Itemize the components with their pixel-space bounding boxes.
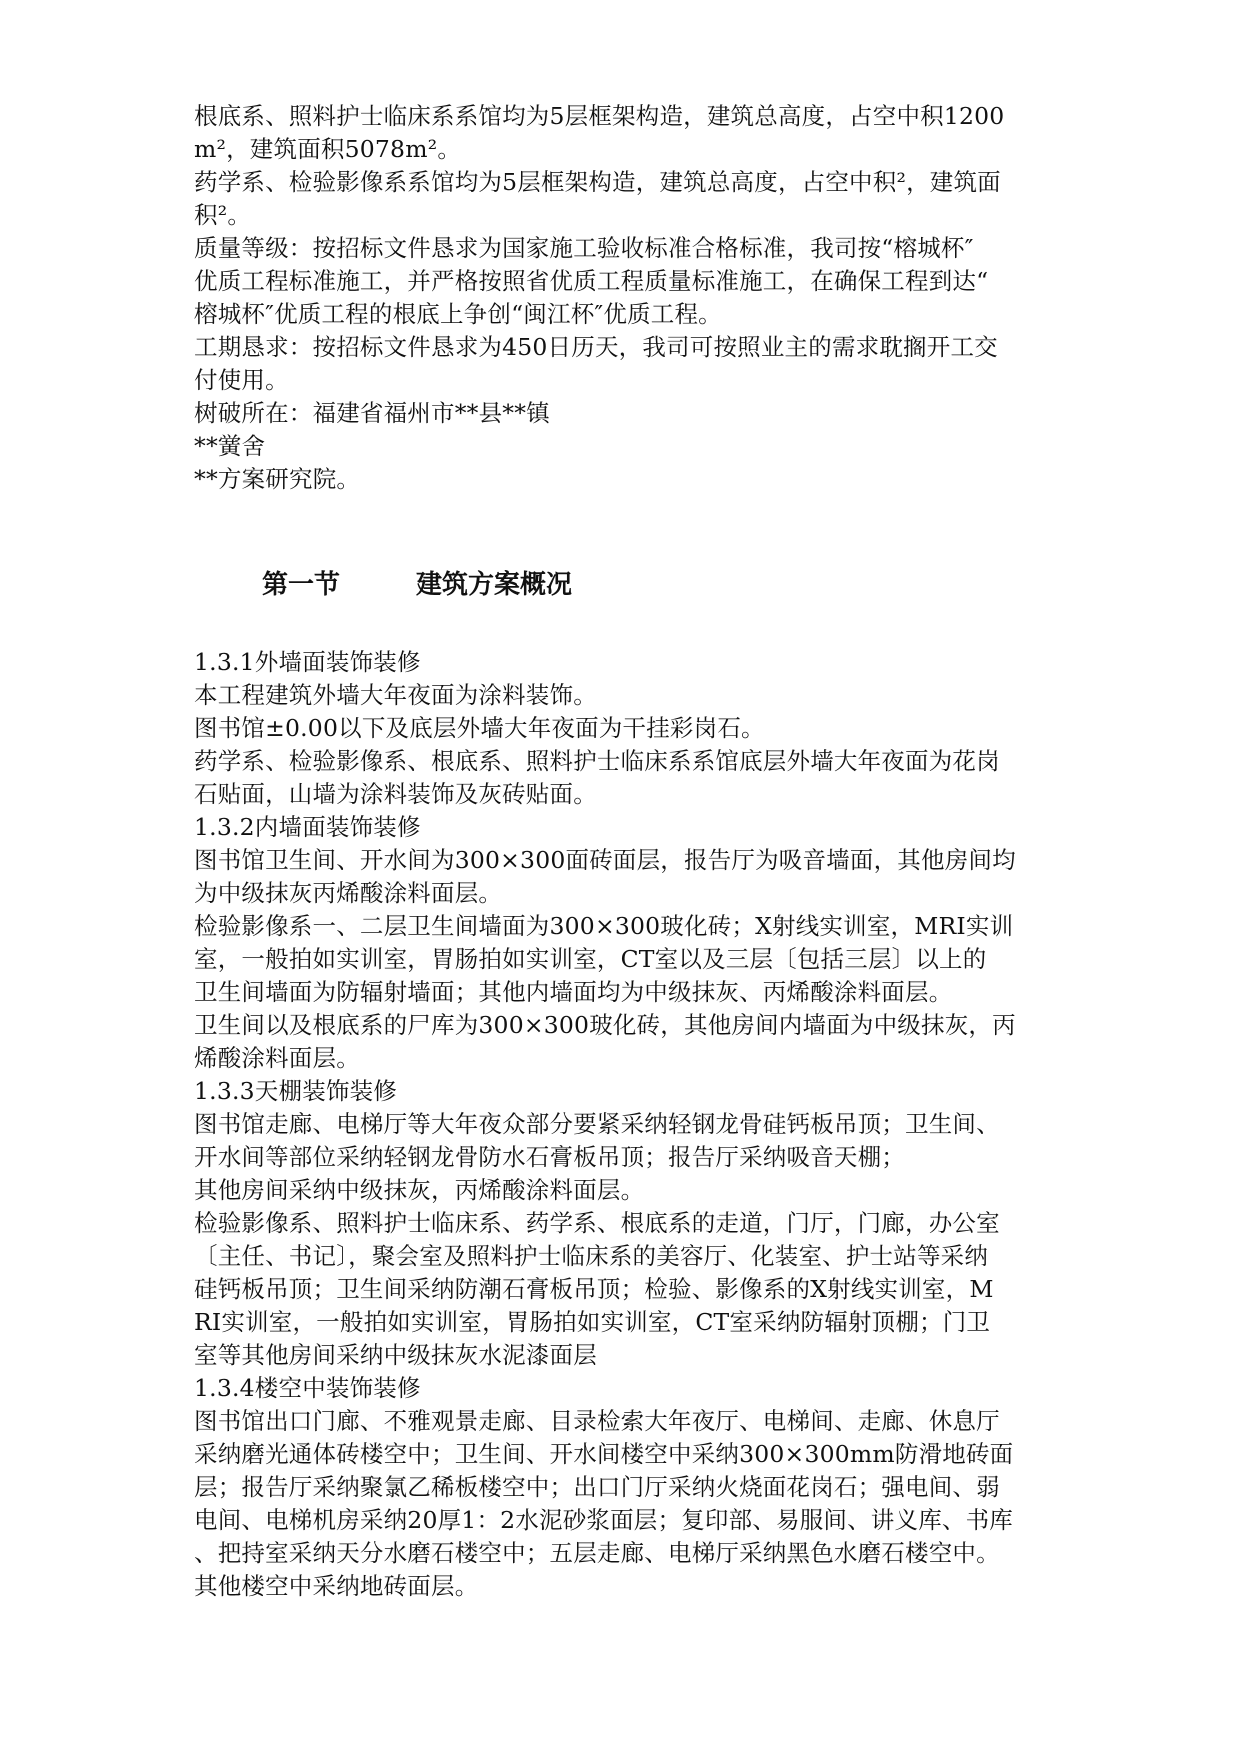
text-line: 检验影像系一、二层卫生间墙面为300×300玻化砖；X射线实训室，MRI实训	[194, 912, 1014, 940]
subsection-heading: 1.3.1外墙面装饰装修	[194, 648, 421, 676]
text-line: 开水间等部位采纳轻钢龙骨防水石膏板吊顶；报告厅采纳吸音天棚；	[194, 1143, 905, 1171]
text-line: RI实训室，一般拍如实训室，胃肠拍如实训室，CT室采纳防辐射顶棚；门卫	[194, 1308, 991, 1336]
text-line: m²，建筑面积5078m²。	[194, 135, 462, 163]
text-line: **黉舍	[194, 432, 266, 460]
text-line: 质量等级：按招标文件恳求为国家施工验收标准合格标准，我司按“榕城杯″	[194, 234, 974, 262]
text-line: 图书馆±0.00以下及底层外墙大年夜面为干挂彩岗石。	[194, 714, 765, 742]
text-line: 付使用。	[194, 366, 289, 394]
text-line: 电间、电梯机房采纳20厚1：2水泥砂浆面层；复印部、易服间、讲义库、书库	[194, 1506, 1014, 1534]
text-line: 本工程建筑外墙大年夜面为涂料装饰。	[194, 681, 597, 709]
text-line: 硅钙板吊顶；卫生间采纳防潮石膏板吊顶；检验、影像系的X射线实训室，M	[194, 1275, 994, 1303]
subsection-heading: 1.3.3天棚装饰装修	[194, 1077, 397, 1105]
text-line: 室等其他房间采纳中级抹灰水泥漆面层	[194, 1341, 597, 1369]
text-line: 工期恳求：按招标文件恳求为450日历天，我司可按照业主的需求耽搁开工交	[194, 333, 998, 361]
text-line: 图书馆走廊、电梯厅等大年夜众部分要紧采纳轻钢龙骨硅钙板吊顶；卫生间、	[194, 1110, 1000, 1138]
subsection-heading: 1.3.2内墙面装饰装修	[194, 813, 421, 841]
text-line: 石贴面，山墙为涂料装饰及灰砖贴面。	[194, 780, 597, 808]
text-line: 采纳磨光通体砖楼空中；卫生间、开水间楼空中采纳300×300mm防滑地砖面	[194, 1440, 1014, 1468]
text-line: 为中级抹灰丙烯酸涂料面层。	[194, 879, 503, 907]
text-line: 优质工程标准施工，并严格按照省优质工程质量标准施工，在确保工程到达“	[194, 267, 989, 295]
section-heading	[262, 567, 572, 603]
text-line: 药学系、检验影像系、根底系、照料护士临床系系馆底层外墙大年夜面为花岗	[194, 747, 1000, 775]
text-line: 卫生间以及根底系的尸库为300×300玻化砖，其他房间内墙面为中级抹灰，丙	[194, 1011, 1016, 1039]
body-paragraphs	[194, 646, 1054, 1603]
text-line: 树破所在：福建省福州市**县**镇	[194, 399, 550, 427]
text-line: **方案研究院。	[194, 465, 361, 493]
text-line: 其他楼空中采纳地砖面层。	[194, 1572, 479, 1600]
text-line: 其他房间采纳中级抹灰，丙烯酸涂料面层。	[194, 1176, 645, 1204]
text-line: 药学系、检验影像系系馆均为5层框架构造，建筑总高度，占空中积²，建筑面	[194, 168, 1001, 196]
text-line: 图书馆出口门廊、不雅观景走廊、目录检索大年夜厅、电梯间、走廊、休息厅	[194, 1407, 1000, 1435]
text-line: 卫生间墙面为防辐射墙面；其他内墙面均为中级抹灰、丙烯酸涂料面层。	[194, 978, 953, 1006]
text-line: 检验影像系、照料护士临床系、药学系、根底系的走道，门厅，门廊，办公室	[194, 1209, 1000, 1237]
text-line: 积²。	[194, 201, 252, 229]
intro-paragraphs	[194, 100, 1054, 496]
section-title: 建筑方案概况	[416, 570, 573, 600]
section-number: 第一节	[262, 570, 341, 600]
text-line: 层；报告厅采纳聚氯乙稀板楼空中；出口门厅采纳火烧面花岗石；强电间、弱	[194, 1473, 1000, 1501]
text-line: 烯酸涂料面层。	[194, 1044, 360, 1072]
subsection-heading: 1.3.4楼空中装饰装修	[194, 1374, 421, 1402]
text-line: 室，一般拍如实训室，胃肠拍如实训室，CT室以及三层〔包括三层〕以上的	[194, 945, 987, 973]
text-line: 根底系、照料护士临床系系馆均为5层框架构造，建筑总高度，占空中积1200	[194, 102, 1005, 130]
text-line: 图书馆卫生间、开水间为300×300面砖面层，报告厅为吸音墙面，其他房间均	[194, 846, 1016, 874]
text-line: 榕城杯″优质工程的根底上争创“闽江杯″优质工程。	[194, 300, 722, 328]
text-line: 〔主任、书记〕，聚会室及照料护士临床系的美容厅、化装室、护士站等采纳	[194, 1242, 989, 1270]
text-line: 、把持室采纳天分水磨石楼空中；五层走廊、电梯厅采纳黑色水磨石楼空中。	[194, 1539, 1000, 1567]
